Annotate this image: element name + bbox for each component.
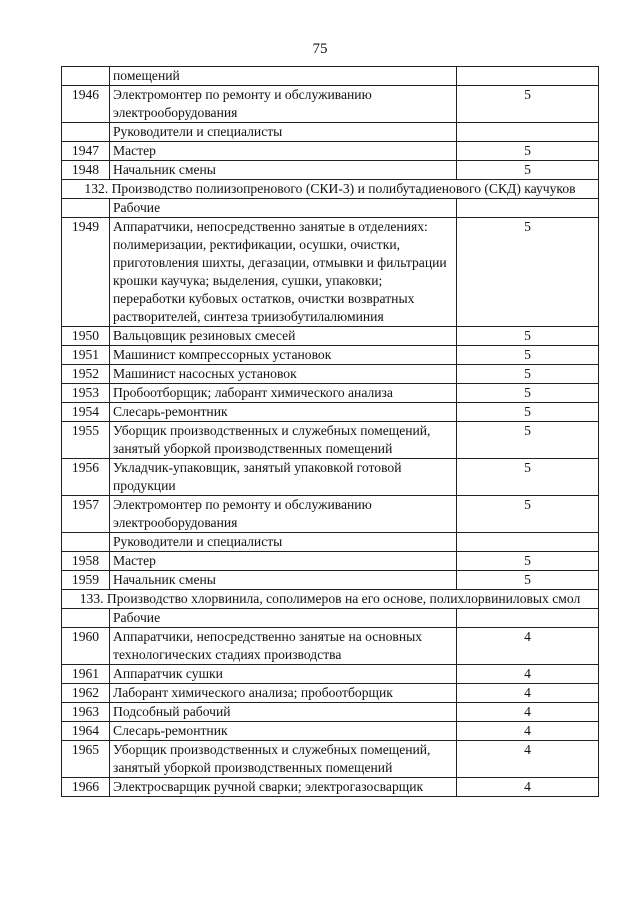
- row-value: [457, 533, 599, 552]
- row-value: 4: [457, 778, 599, 797]
- page-number: 75: [312, 41, 328, 57]
- profession-name: Слесарь-ремонтник: [110, 722, 457, 741]
- profession-name: Рабочие: [110, 609, 457, 628]
- row-number: 1964: [62, 722, 110, 741]
- row-number: 1947: [62, 142, 110, 161]
- row-number: 1950: [62, 327, 110, 346]
- table-row: [62, 218, 599, 327]
- table-row: [62, 422, 599, 459]
- row-number: 1953: [62, 384, 110, 403]
- row-number: 1948: [62, 161, 110, 180]
- row-number: 1952: [62, 365, 110, 384]
- row-number: 1951: [62, 346, 110, 365]
- profession-name: Уборщик производственных и служебных помещений, занятый уборкой производственных помещений: [110, 741, 457, 778]
- table-row: [62, 533, 599, 552]
- row-value: 4: [457, 684, 599, 703]
- row-value: [457, 67, 599, 86]
- profession-name: Руководители и специалисты: [110, 533, 457, 552]
- row-number: 1963: [62, 703, 110, 722]
- row-value: 5: [457, 161, 599, 180]
- row-number: 1955: [62, 422, 110, 459]
- row-value: 5: [457, 365, 599, 384]
- row-value: 5: [457, 142, 599, 161]
- row-value: [457, 199, 599, 218]
- profession-name: Электромонтер по ремонту и обслуживанию электрооборудования: [110, 496, 457, 533]
- row-number: [62, 199, 110, 218]
- profession-name: Лаборант химического анализа; пробоотборщик: [110, 684, 457, 703]
- row-value: 5: [457, 459, 599, 496]
- row-value: 5: [457, 571, 599, 590]
- row-number: 1956: [62, 459, 110, 496]
- table-row: [62, 609, 599, 628]
- table-row: [62, 722, 599, 741]
- table-row: [62, 741, 599, 778]
- table-row: [62, 365, 599, 384]
- row-number: [62, 533, 110, 552]
- table-row: [62, 346, 599, 365]
- profession-name: Пробоотборщик; лаборант химического анализа: [110, 384, 457, 403]
- row-number: 1965: [62, 741, 110, 778]
- table-row: [62, 684, 599, 703]
- row-number: 1962: [62, 684, 110, 703]
- profession-name: Подсобный рабочий: [110, 703, 457, 722]
- table-row: [62, 86, 599, 123]
- row-value: [457, 609, 599, 628]
- table-row: [62, 123, 599, 142]
- table-row: [62, 552, 599, 571]
- table-row: [62, 496, 599, 533]
- profession-name: Начальник смены: [110, 571, 457, 590]
- row-value: 4: [457, 703, 599, 722]
- profession-name: Слесарь-ремонтник: [110, 403, 457, 422]
- row-number: 1966: [62, 778, 110, 797]
- profession-name: Машинист компрессорных установок: [110, 346, 457, 365]
- table-row: [62, 199, 599, 218]
- row-value: 4: [457, 722, 599, 741]
- table-row: [62, 142, 599, 161]
- profession-name: Аппаратчик сушки: [110, 665, 457, 684]
- row-number: 1954: [62, 403, 110, 422]
- table-row: [62, 628, 599, 665]
- row-value: 5: [457, 86, 599, 123]
- row-number: 1946: [62, 86, 110, 123]
- profession-name: Мастер: [110, 142, 457, 161]
- row-number: 1961: [62, 665, 110, 684]
- row-number: 1957: [62, 496, 110, 533]
- row-number: [62, 67, 110, 86]
- table-row: [62, 327, 599, 346]
- section-title: 133. Производство хлорвинила, сополимеров на его основе, полихлорвиниловых смол: [62, 590, 599, 609]
- row-value: 4: [457, 741, 599, 778]
- row-number: [62, 609, 110, 628]
- row-value: 5: [457, 218, 599, 327]
- row-number: 1958: [62, 552, 110, 571]
- row-number: 1949: [62, 218, 110, 327]
- row-value: 5: [457, 384, 599, 403]
- table-row: [62, 571, 599, 590]
- profession-name: Машинист насосных установок: [110, 365, 457, 384]
- table-row: [62, 403, 599, 422]
- row-number: 1960: [62, 628, 110, 665]
- profession-name: Электросварщик ручной сварки; электрогазосварщик: [110, 778, 457, 797]
- table-row: [62, 778, 599, 797]
- table-row: [62, 67, 599, 86]
- profession-name: Руководители и специалисты: [110, 123, 457, 142]
- row-number: [62, 123, 110, 142]
- row-value: 5: [457, 346, 599, 365]
- profession-name: Вальцовщик резиновых смесей: [110, 327, 457, 346]
- profession-name: Начальник смены: [110, 161, 457, 180]
- table-row: [62, 459, 599, 496]
- profession-name: Аппаратчики, непосредственно занятые на основных технологических стадиях производства: [110, 628, 457, 665]
- table-row: [62, 665, 599, 684]
- profession-name: Мастер: [110, 552, 457, 571]
- row-value: 5: [457, 422, 599, 459]
- row-value: 4: [457, 665, 599, 684]
- row-value: [457, 123, 599, 142]
- table-body: [62, 67, 599, 797]
- profession-name: Электромонтер по ремонту и обслуживанию электрооборудования: [110, 86, 457, 123]
- table-row: [62, 161, 599, 180]
- profession-name: Уборщик производственных и служебных помещений, занятый уборкой производственных помещений: [110, 422, 457, 459]
- profession-name: Рабочие: [110, 199, 457, 218]
- row-value: 5: [457, 403, 599, 422]
- row-value: 5: [457, 327, 599, 346]
- row-value: 4: [457, 628, 599, 665]
- table-row: [62, 384, 599, 403]
- profession-name: Укладчик-упаковщик, занятый упаковкой готовой продукции: [110, 459, 457, 496]
- table-row: [62, 703, 599, 722]
- row-number: 1959: [62, 571, 110, 590]
- profession-name: помещений: [110, 67, 457, 86]
- row-value: 5: [457, 496, 599, 533]
- section-header-row: [62, 180, 599, 199]
- row-value: 5: [457, 552, 599, 571]
- section-title: 132. Производство полиизопренового (СКИ-3) и полибутадиенового (СКД) каучуков: [62, 180, 599, 199]
- profession-name: Аппаратчики, непосредственно занятые в отделениях: полимеризации, ректификации, осушки, очистки, приготовления шихты, дегазации, отмывки и фильтрации крошки каучука; выделения, сушки, упаковки; переработки кубовых остатков, очистки возвратных растворителей, синтеза триизобутилалюминия: [110, 218, 457, 327]
- profession-table: [61, 66, 599, 797]
- section-header-row: [62, 590, 599, 609]
